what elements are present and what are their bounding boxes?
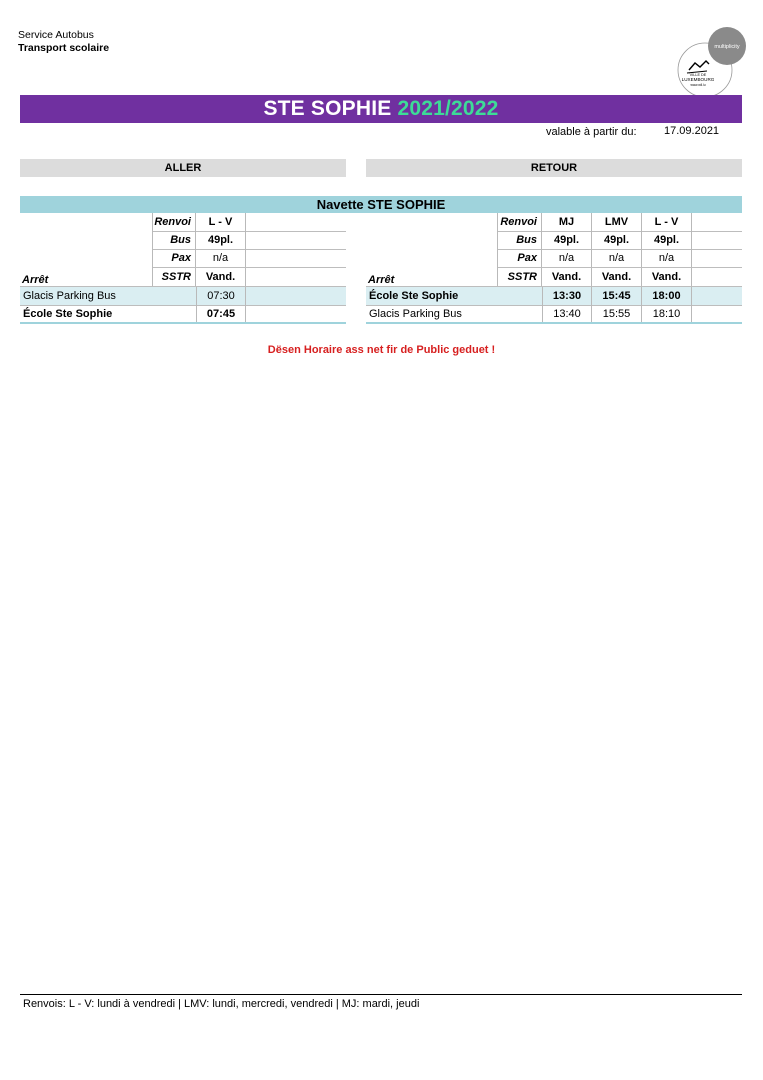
column-bus: 49pl. [642,231,692,249]
row-label-renvoi: Renvoi [497,213,542,231]
row-label-pax: Pax [152,249,196,267]
department-label: Transport scolaire [18,42,110,54]
column-sstr: Vand. [196,268,246,286]
departure-time: 13:40 [542,305,592,323]
title-banner [20,95,742,123]
public-notice: Dësen Horaire ass net fir de Public geduet ! [267,344,496,356]
stop-column-header: Arrêt [22,274,49,286]
column-sstr: Vand. [542,268,592,286]
logo-city-line2: LUXEMBOURG [681,77,715,82]
footer-legend: Renvois: L - V: lundi à vendredi | LMV: lundi, mercredi, vendredi | MJ: mardi, jeudi [23,998,420,1010]
departure-time: 07:30 [196,287,246,305]
direction-retour-header: RETOUR [366,159,742,177]
validity-label: valable à partir du: [546,126,637,138]
logo-brand: multiplicity [714,44,740,50]
column-pax: n/a [592,249,642,267]
direction-aller-header: ALLER [20,159,346,177]
stop-name: Glacis Parking Bus [369,308,462,320]
departure-time: 15:55 [592,305,642,323]
column-renvoi: L - V [196,213,246,231]
title-year: 2021/2022 [397,97,499,120]
table-row [366,305,462,323]
service-label: Service Autobus [18,29,94,41]
departure-time: 18:10 [642,305,692,323]
city-logo [675,26,749,100]
table-row [20,305,112,323]
row-label-bus: Bus [497,231,542,249]
logo-url: www.vdl.lu [690,83,706,87]
column-bus: 49pl. [542,231,592,249]
column-sstr: Vand. [642,268,692,286]
stop-column-header: Arrêt [368,274,395,286]
row-label-pax: Pax [497,249,542,267]
stop-name: École Ste Sophie [369,290,459,302]
column-pax: n/a [642,249,692,267]
column-sstr: Vand. [592,268,642,286]
footer-divider [20,994,742,995]
column-pax: n/a [542,249,592,267]
line-name-header: Navette STE SOPHIE [20,196,742,213]
row-label-bus: Bus [152,231,196,249]
table-row [20,287,116,305]
title-name: STE SOPHIE [263,97,392,120]
table-row [366,287,458,305]
stop-name: Glacis Parking Bus [23,290,116,302]
column-bus: 49pl. [196,231,246,249]
departure-time: 07:45 [196,305,246,323]
row-label-sstr: SSTR [152,268,196,286]
column-renvoi: MJ [542,213,592,231]
row-label-renvoi: Renvoi [152,213,196,231]
logo-city-line1: VILLE DE [689,73,707,77]
departure-time: 18:00 [642,287,692,305]
departure-time: 13:30 [542,287,592,305]
column-bus: 49pl. [592,231,642,249]
departure-time: 15:45 [592,287,642,305]
column-renvoi: L - V [642,213,692,231]
stop-name: École Ste Sophie [23,308,113,320]
column-renvoi: LMV [592,213,642,231]
column-pax: n/a [196,249,246,267]
validity-date: 17.09.2021 [664,125,720,137]
row-label-sstr: SSTR [497,268,542,286]
